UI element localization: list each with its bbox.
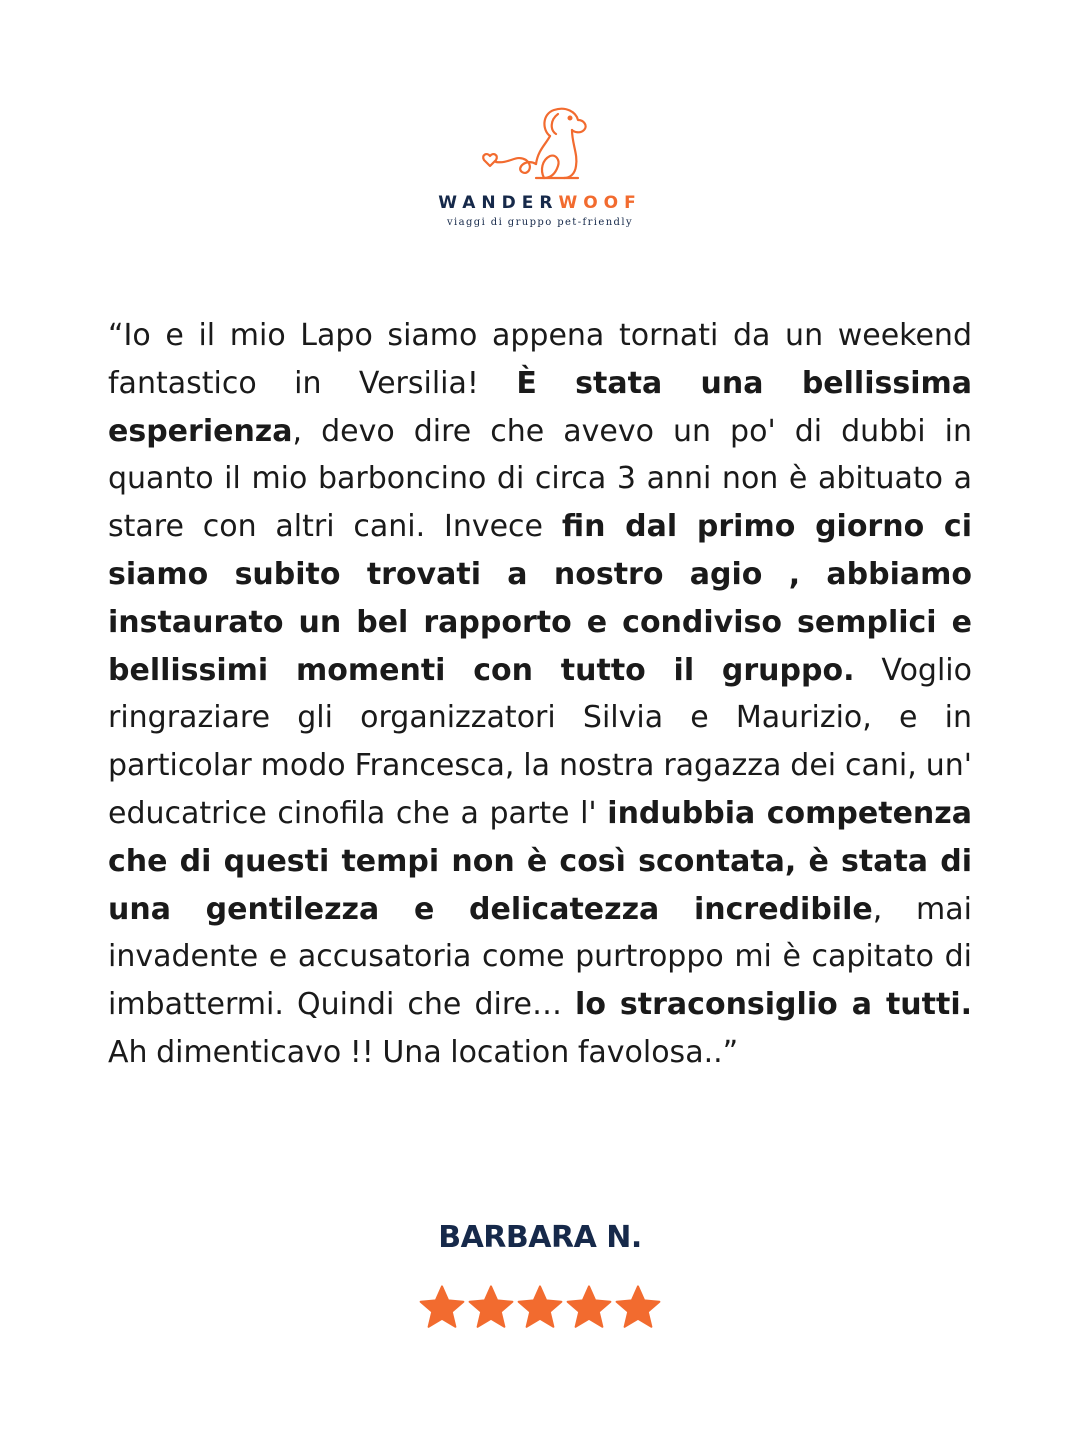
review-segment: “Io e il mio Lapo siamo appena tornati da un weekend fantastico in Versilia! xyxy=(108,318,972,401)
brand-logo xyxy=(0,100,1080,228)
brand-tagline: viaggi di gruppo pet-friendly xyxy=(447,217,633,228)
star-rating xyxy=(0,1284,1080,1332)
review-segment: , mai invadente e accusatoria come purtroppo mi è capitato di imbattermi. Quindi che dire… xyxy=(108,891,972,1023)
brand-name-part2: WOOF xyxy=(558,193,642,213)
review-segment: Ah dimenticavo !! Una location favolosa..” xyxy=(108,1034,739,1070)
star-icon xyxy=(418,1284,466,1332)
star-icon xyxy=(516,1284,564,1332)
star-icon xyxy=(467,1284,515,1332)
review-text xyxy=(108,312,972,1077)
review-segment: Voglio ringraziare gli organizzatori Silvia e Maurizio, e in particolar modo Francesca, la nostra ragazza dei cani, un' educatrice cinofila che a parte l' xyxy=(108,652,972,831)
brand-name-part1: WANDER xyxy=(438,193,559,213)
star-icon xyxy=(565,1284,613,1332)
brand-name xyxy=(0,192,1080,214)
review-highlight: È stata una bellissima esperienza xyxy=(108,365,972,449)
review-highlight: indubbia competenza che di questi tempi non è così scontata, è stata di una gentilezza e delicatezza incredibile xyxy=(108,795,972,927)
star-icon xyxy=(614,1284,662,1332)
review-segment: , devo dire che avevo un po' di dubbi in quanto il mio barboncino di circa 3 anni non è abituato a stare con altri cani. Invece xyxy=(108,413,972,545)
dog-line-icon xyxy=(480,100,600,192)
review-author: BARBARA N. xyxy=(438,1220,642,1255)
review-highlight: fin dal primo giorno ci siamo subito trovati a nostro agio , abbiamo instaurato un bel rapporto e condiviso semplici e bellissimi momenti con tutto il gruppo. xyxy=(108,509,972,688)
review-highlight: lo straconsiglio a tutti. xyxy=(575,987,973,1023)
